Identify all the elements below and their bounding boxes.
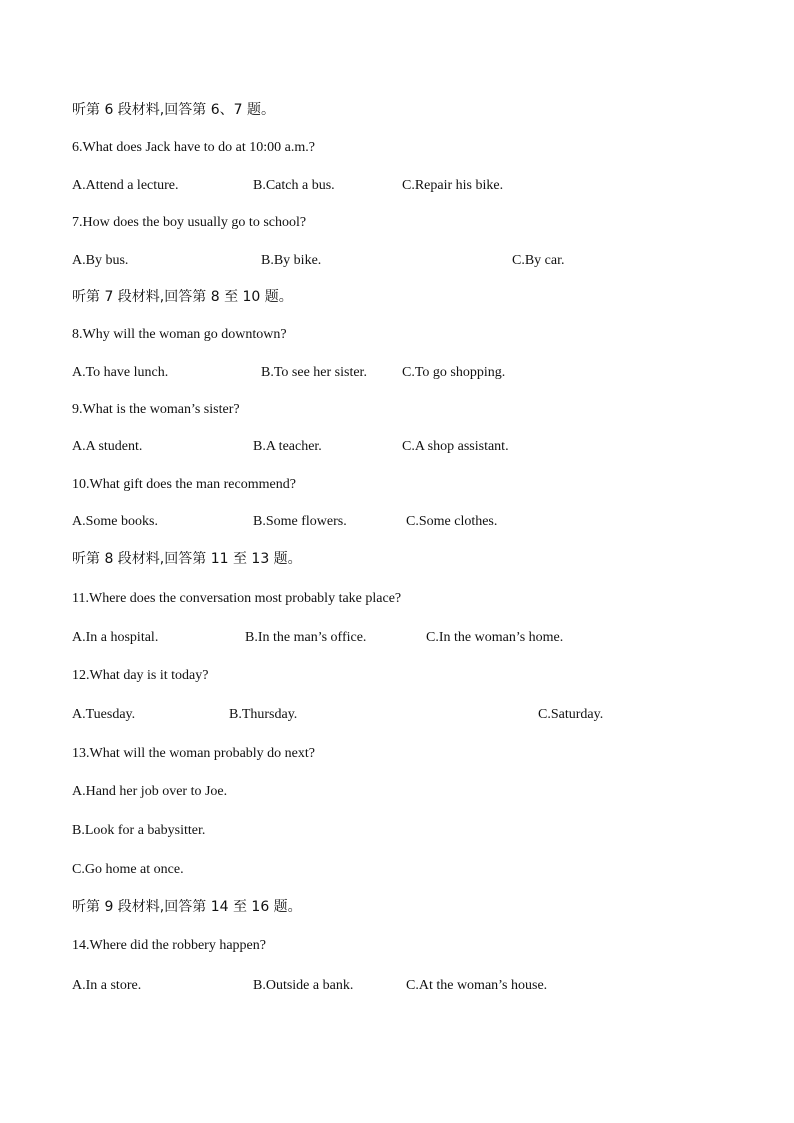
option-b: B.A teacher. xyxy=(253,439,322,454)
option-b: B.Catch a bus. xyxy=(253,178,335,193)
question-stem: 12.What day is it today? xyxy=(72,668,209,683)
option-a: A.A student. xyxy=(72,439,143,454)
option-b: B.Some flowers. xyxy=(253,514,347,529)
option-c: C.In the woman’s home. xyxy=(426,630,564,645)
option-a: A.By bus. xyxy=(72,253,129,268)
question-stem: 10.What gift does the man recommend? xyxy=(72,477,296,492)
option-c: C.Some clothes. xyxy=(406,514,498,529)
question-stem: 6.What does Jack have to do at 10:00 a.m.? xyxy=(72,140,315,155)
option-a: A.In a store. xyxy=(72,978,142,993)
option-a: A.Hand her job over to Joe. xyxy=(72,784,228,799)
question-stem: 7.How does the boy usually go to school? xyxy=(72,215,307,230)
section-heading: 听第 7 段材料,回答第 8 至 10 题。 xyxy=(72,289,293,305)
question-stem: 9.What is the woman’s sister? xyxy=(72,402,240,417)
option-c: C.Repair his bike. xyxy=(402,178,504,193)
option-b: B.Outside a bank. xyxy=(253,978,354,993)
option-a: A.Attend a lecture. xyxy=(72,178,179,193)
option-b: B.To see her sister. xyxy=(261,365,367,380)
option-c: C.A shop assistant. xyxy=(402,439,509,454)
option-c: C.Saturday. xyxy=(538,707,604,722)
option-c: C.At the woman’s house. xyxy=(406,978,548,993)
option-c: C.Go home at once. xyxy=(72,862,184,877)
option-a: A.Tuesday. xyxy=(72,707,136,722)
section-heading: 听第 9 段材料,回答第 14 至 16 题。 xyxy=(72,899,302,915)
option-b: B.In the man’s office. xyxy=(245,630,367,645)
option-b: B.Thursday. xyxy=(229,707,298,722)
option-b: B.Look for a babysitter. xyxy=(72,823,206,838)
option-a: A.Some books. xyxy=(72,514,158,529)
option-b: B.By bike. xyxy=(261,253,322,268)
question-stem: 8.Why will the woman go downtown? xyxy=(72,327,287,342)
option-a: A.In a hospital. xyxy=(72,630,159,645)
option-c: C.To go shopping. xyxy=(402,365,506,380)
section-heading: 听第 6 段材料,回答第 6、7 题。 xyxy=(72,102,275,118)
question-stem: 11.Where does the conversation most probably take place? xyxy=(72,591,402,606)
question-stem: 13.What will the woman probably do next? xyxy=(72,746,315,761)
option-c: C.By car. xyxy=(512,253,565,268)
option-a: A.To have lunch. xyxy=(72,365,169,380)
section-heading: 听第 8 段材料,回答第 11 至 13 题。 xyxy=(72,551,302,567)
question-stem: 14.Where did the robbery happen? xyxy=(72,938,266,953)
